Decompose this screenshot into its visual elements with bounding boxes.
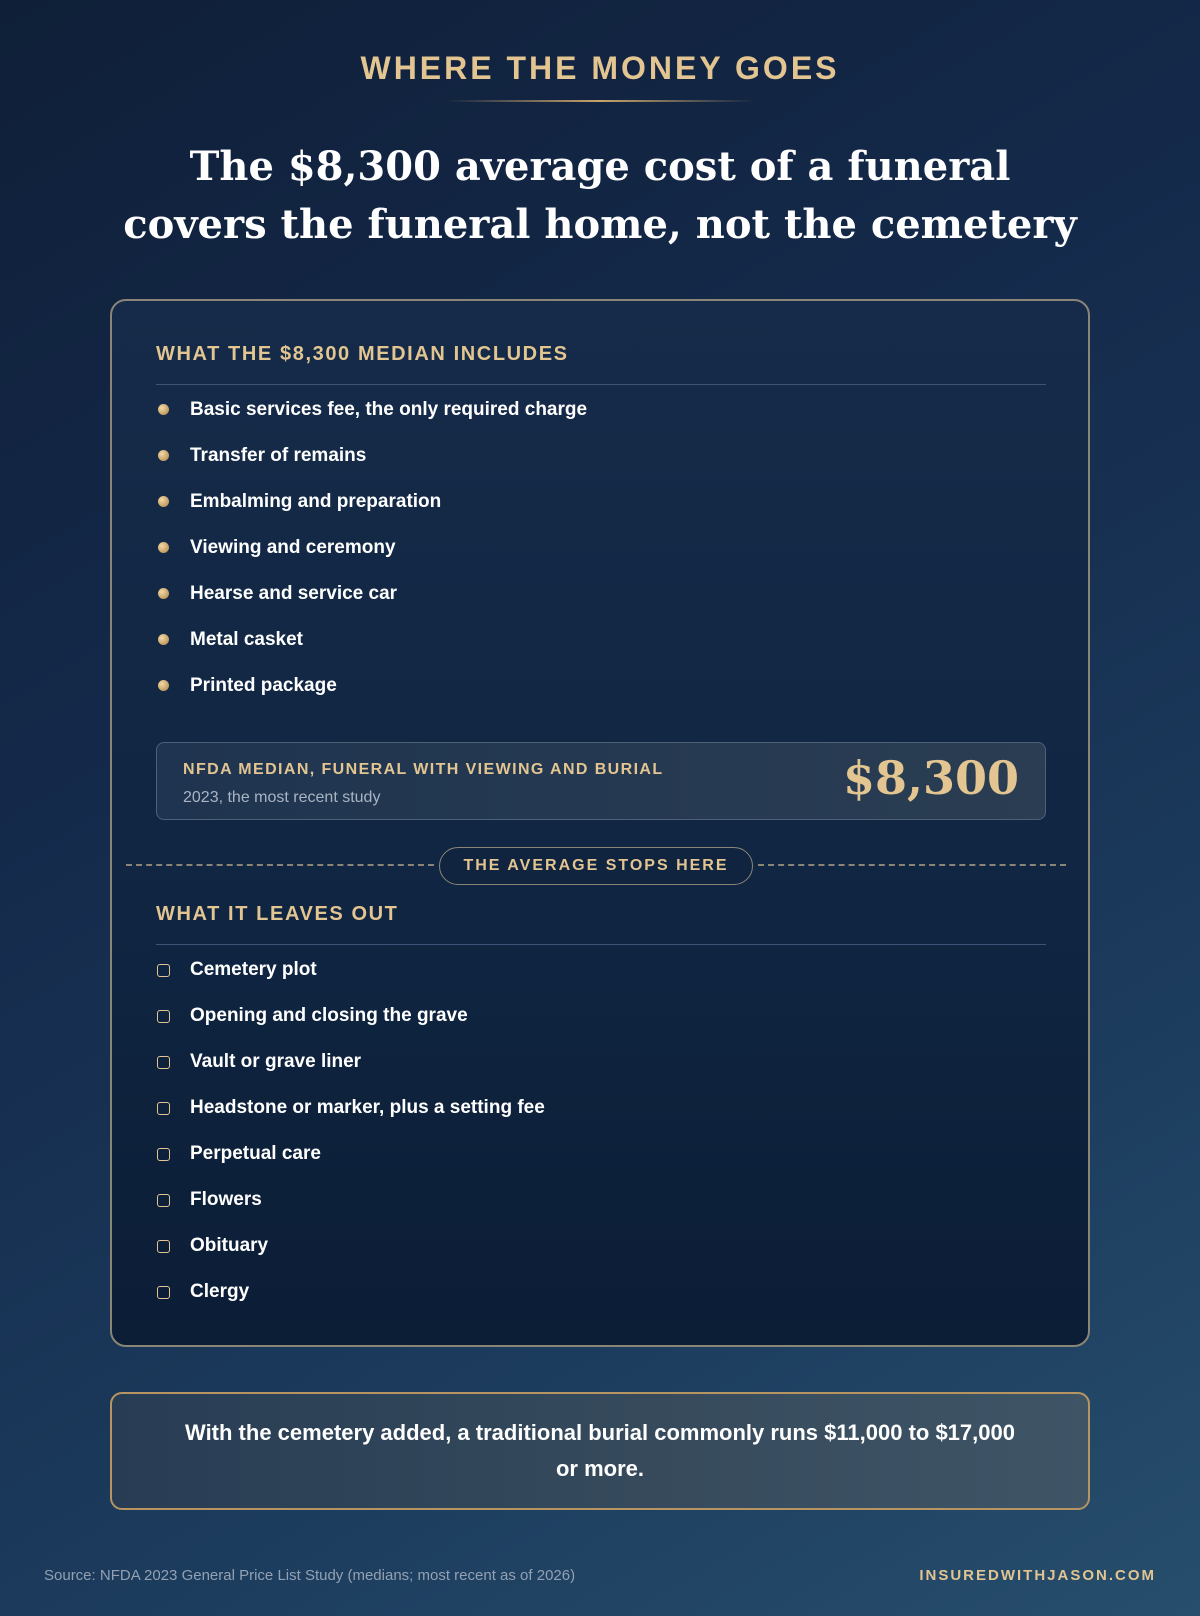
excludes-section-title: WHAT IT LEAVES OUT	[156, 903, 399, 925]
list-item	[156, 1096, 545, 1142]
dashed-divider-right	[758, 864, 1066, 866]
checkbox-outline-icon	[157, 1240, 170, 1253]
list-item-label: Metal casket	[190, 629, 304, 650]
bullet-dot-icon	[158, 588, 169, 599]
dashed-divider-left	[126, 864, 434, 866]
list-item-label: Hearse and service car	[190, 583, 398, 604]
headline	[100, 138, 1100, 254]
list-item-label: Embalming and preparation	[190, 491, 442, 512]
headline-line-2: covers the funeral home, not the cemetery	[123, 201, 1077, 248]
list-item-label: Viewing and ceremony	[190, 537, 396, 558]
kicker-underline	[445, 100, 755, 102]
source-note: Source: NFDA 2023 General Price List Study (medians; most recent as of 2026)	[44, 1567, 576, 1584]
checkbox-outline-icon	[157, 1194, 170, 1207]
median-stat-box	[156, 742, 1046, 820]
list-item	[156, 1004, 545, 1050]
list-item	[156, 674, 587, 720]
burial-total-callout	[110, 1392, 1090, 1510]
list-item-label: Basic services fee, the only required charge	[190, 399, 588, 420]
list-item-label: Cemetery plot	[190, 959, 317, 980]
cost-breakdown-card	[110, 299, 1090, 1347]
includes-section-title: WHAT THE $8,300 MEDIAN INCLUDES	[156, 343, 569, 365]
list-item-label: Perpetual care	[190, 1143, 321, 1164]
list-item	[156, 444, 587, 490]
list-item-label: Transfer of remains	[190, 445, 367, 466]
includes-section-rule	[156, 384, 1046, 385]
list-item	[156, 628, 587, 674]
list-item	[156, 490, 587, 536]
list-item	[156, 1234, 545, 1280]
bullet-dot-icon	[158, 634, 169, 645]
includes-list	[156, 398, 587, 720]
list-item	[156, 536, 587, 582]
list-item	[156, 1142, 545, 1188]
list-item	[156, 1280, 545, 1326]
checkbox-outline-icon	[157, 1286, 170, 1299]
divider-pill: THE AVERAGE STOPS HERE	[439, 847, 753, 885]
bullet-dot-icon	[158, 542, 169, 553]
stat-value: $8,300	[842, 751, 1019, 805]
kicker-title: WHERE THE MONEY GOES	[360, 50, 840, 86]
checkbox-outline-icon	[157, 964, 170, 977]
bullet-dot-icon	[158, 496, 169, 507]
checkbox-outline-icon	[157, 1148, 170, 1161]
excludes-list	[156, 958, 545, 1326]
bullet-dot-icon	[158, 404, 169, 415]
headline-line-1: The $8,300 average cost of a funeral	[189, 143, 1011, 190]
list-item	[156, 1188, 545, 1234]
brand-url: INSUREDWITHJASON.COM	[919, 1567, 1156, 1584]
checkbox-outline-icon	[157, 1010, 170, 1023]
checkbox-outline-icon	[157, 1056, 170, 1069]
list-item-label: Headstone or marker, plus a setting fee	[190, 1097, 545, 1118]
stat-subtitle: 2023, the most recent study	[183, 789, 381, 806]
list-item-label: Printed package	[190, 675, 337, 696]
stat-label: NFDA MEDIAN, FUNERAL WITH VIEWING AND BURIAL	[183, 761, 664, 778]
list-item	[156, 1050, 545, 1096]
list-item-label: Clergy	[190, 1281, 250, 1302]
callout-text: With the cemetery added, a traditional burial commonly runs $11,000 to $17,000 or more.	[185, 1420, 1015, 1481]
list-item-label: Vault or grave liner	[190, 1051, 362, 1072]
bullet-dot-icon	[158, 680, 169, 691]
excludes-section-rule	[156, 944, 1046, 945]
list-item-label: Opening and closing the grave	[190, 1005, 468, 1026]
list-item-label: Flowers	[190, 1189, 262, 1210]
list-item-label: Obituary	[190, 1235, 269, 1256]
list-item	[156, 958, 545, 1004]
list-item	[156, 582, 587, 628]
checkbox-outline-icon	[157, 1102, 170, 1115]
list-item	[156, 398, 587, 444]
bullet-dot-icon	[158, 450, 169, 461]
